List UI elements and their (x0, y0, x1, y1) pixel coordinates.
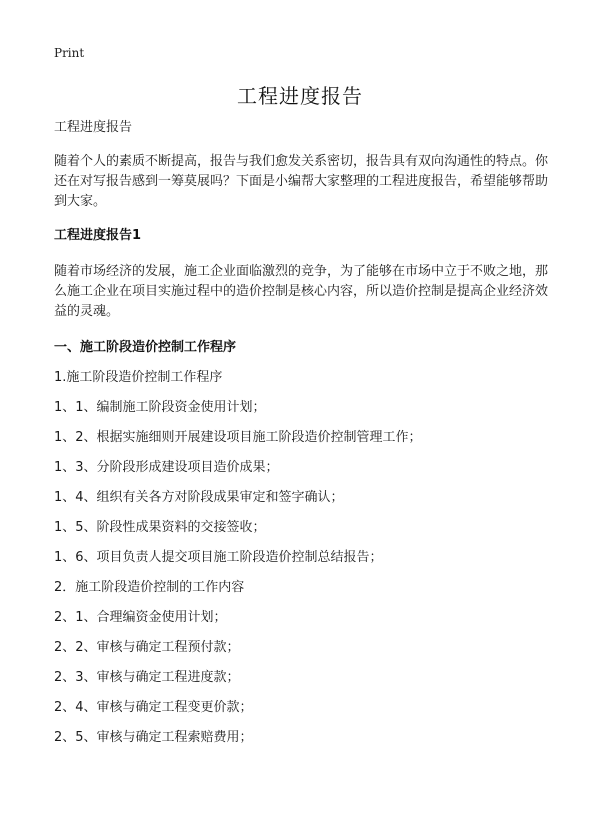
list-item: 2、1、合理编资金使用计划； (54, 610, 227, 625)
list-item: 1、2、根据实施细则开展建设项目施工阶段造价控制管理工作； (54, 430, 422, 445)
list-item: 2、2、审核与确定工程预付款； (54, 640, 240, 655)
print-link[interactable]: Print (54, 46, 85, 60)
section-paragraph: 随着市场经济的发展，施工企业面临激烈的竞争，为了能够在市场中立于不败之地，那么施工企业在项目实施过程中的造价控制是核心内容，所以造价控制是提高企业经济效益的灵魂。 (54, 264, 549, 319)
list-item: 1、4、组织有关各方对阶段成果审定和签字确认； (54, 490, 344, 505)
page-title: 工程进度报告 (237, 84, 363, 108)
list-item: 2．施工阶段造价控制的工作内容 (54, 580, 245, 595)
list-item: 2、5、审核与确定工程索赔费用； (54, 730, 253, 745)
part-heading: 一、施工阶段造价控制工作程序 (54, 340, 237, 355)
subtitle: 工程进度报告 (54, 120, 133, 135)
list-item: 2、4、审核与确定工程变更价款； (54, 700, 253, 715)
document-body (54, 118, 552, 748)
list-item: 1.施工阶段造价控制工作程序 (54, 370, 223, 385)
section-heading: 工程进度报告1 (54, 228, 142, 243)
intro-paragraph: 随着个人的素质不断提高，报告与我们愈发关系密切，报告具有双向沟通性的特点。你还在对写报告感到一筹莫展吗？下面是小编帮大家整理的工程进度报告，希望能够帮助到大家。 (54, 154, 549, 209)
list-item: 1、3、分阶段形成建设项目造价成果； (54, 460, 279, 475)
list-item: 1、5、阶段性成果资料的交接签收； (54, 520, 266, 535)
list-item: 1、1、编制施工阶段资金使用计划； (54, 400, 266, 415)
list-item: 2、3、审核与确定工程进度款； (54, 670, 240, 685)
list-item: 1、6、项目负责人提交项目施工阶段造价控制总结报告； (54, 550, 383, 565)
